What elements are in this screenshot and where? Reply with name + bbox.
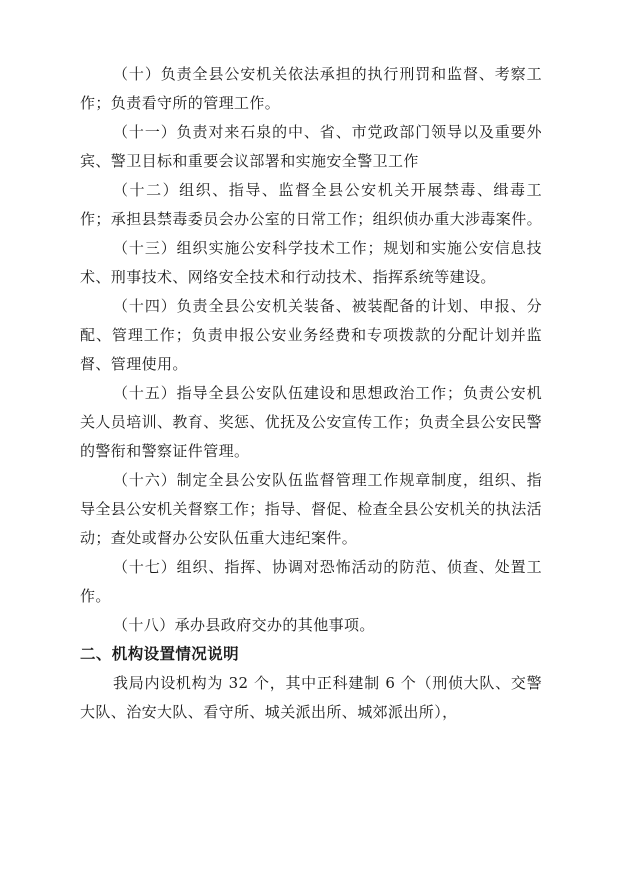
paragraph-item-17: （十七）组织、指挥、协调对恐怖活动的防范、侦查、处置工作。 bbox=[80, 558, 542, 605]
paragraph-item-12: （十二）组织、指导、监督全县公安机关开展禁毒、缉毒工作；承担县禁毒委员会办公室的日常工作；组织侦办重大涉毒案件。 bbox=[80, 181, 543, 228]
section-heading: 二、机构设置情况说明 bbox=[80, 645, 240, 663]
section-paragraph: 我局内设机构为 32 个，其中正科建制 6 个（刑侦大队、交警大队、治安大队、看守所、城关派出所、城郊派出所）， bbox=[80, 674, 542, 721]
paragraph-item-18: （十八）承办县政府交办的其他事项。 bbox=[113, 616, 375, 634]
paragraph-item-15: （十五）指导全县公安队伍建设和思想政治工作；负责公安机关人员培训、教育、奖惩、优抚及公安宣传工作；负责全县公安民警的警衔和警察证件管理。 bbox=[80, 384, 543, 460]
paragraph-item-11: （十一）负责对来石泉的中、省、市党政部门领导以及重要外宾、警卫目标和重要会议部署和实施安全警卫工作 bbox=[80, 123, 542, 170]
document-body bbox=[80, 60, 542, 727]
paragraph-item-16: （十六）制定全县公安队伍监督管理工作规章制度，组织、指导全县公安机关督察工作；指导、督促、检查全县公安机关的执法活动；查处或督办公安队伍重大违纪案件。 bbox=[80, 471, 543, 547]
paragraph-item-13: （十三）组织实施公安科学技术工作；规划和实施公安信息技术、刑事技术、网络安全技术和行动技术、指挥系统等建设。 bbox=[80, 239, 542, 286]
paragraph-item-14: （十四）负责全县公安机关装备、被装配备的计划、申报、分配、管理工作；负责申报公安业务经费和专项拨款的分配计划并监督、管理使用。 bbox=[80, 297, 542, 373]
paragraph-item-10: （十）负责全县公安机关依法承担的执行刑罚和监督、考察工作；负责看守所的管理工作。 bbox=[80, 65, 542, 112]
